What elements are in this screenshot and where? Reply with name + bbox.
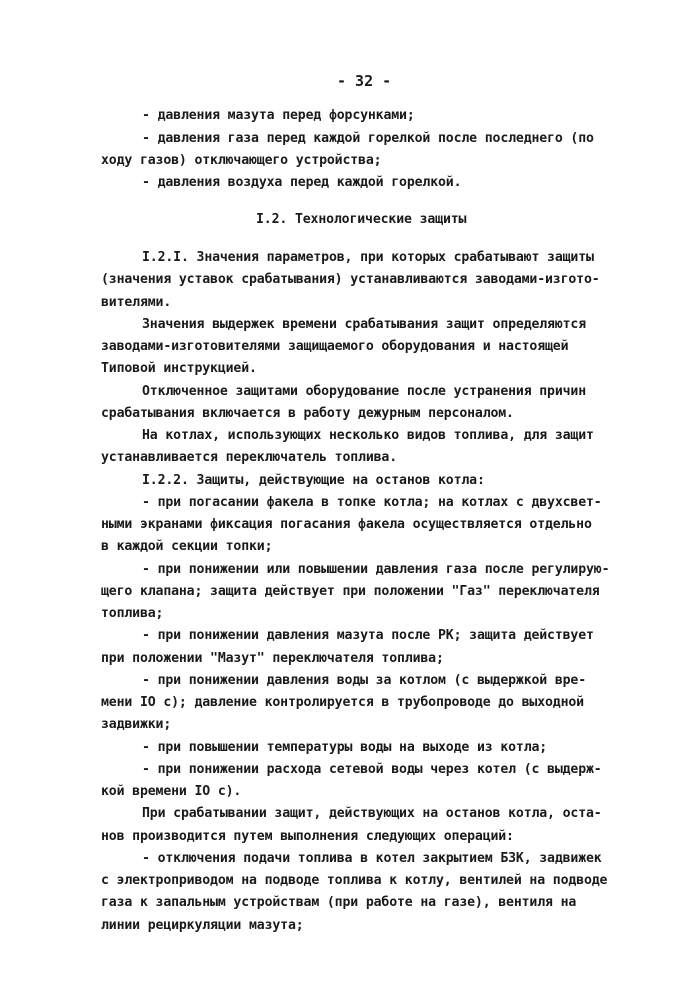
text-line: ходу газов) отключающего устройства;: [101, 153, 382, 168]
text-line: линии рециркуляции мазута;: [101, 918, 304, 933]
text-line: с электроприводом на подводе топлива к котлу, вентилей на подводе: [101, 873, 608, 888]
text-line: - при погасании факела в топке котла; на котлах с двухсвет-: [142, 495, 602, 510]
text-line: - при понижении расхода сетевой воды через котел (с выдерж-: [142, 762, 602, 777]
page-number: - 32 -: [337, 72, 392, 90]
text-line: Значения выдержек времени срабатывания защит определяются: [142, 317, 587, 332]
text-line: топлива;: [101, 606, 164, 621]
text-line: I.2.2. Защиты, действующие на останов котла:: [142, 473, 485, 488]
text-line: мени IO с); давление контролируется в трубопроводе до выходной: [101, 695, 584, 710]
text-line: при положении "Мазут" переключателя топлива;: [101, 651, 444, 666]
text-line: - давления мазута перед форсунками;: [142, 108, 415, 123]
text-line: срабатывания включается в работу дежурным персоналом.: [101, 406, 514, 421]
text-line: газа к запальным устройствам (при работе на газе), вентиля на: [101, 895, 577, 910]
text-line: - давления воздуха перед каждой горелкой.: [142, 175, 462, 190]
text-line: Отключенное защитами оборудование после устранения причин: [142, 384, 587, 399]
text-line: - давления газа перед каждой горелкой после последнего (по: [142, 131, 594, 146]
text-line: На котлах, использующих несколько видов топлива, для защит: [142, 428, 594, 443]
section-heading: I.2. Технологические защиты: [256, 212, 467, 227]
text-line: нов производится путем выполнения следующих операций:: [101, 829, 514, 844]
text-line: Типовой инструкцией.: [101, 361, 257, 376]
text-line: - при понижении или повышении давления газа после регулирую-: [142, 562, 610, 577]
text-line: (значения уставок срабатывания) устанавливаются заводами-изгото-: [101, 272, 600, 287]
text-line: вителями.: [101, 295, 172, 310]
text-line: - при повышении температуры воды на выходе из котла;: [142, 740, 548, 755]
text-line: задвижки;: [101, 717, 172, 732]
text-line: заводами-изготовителями защищаемого оборудования и настоящей: [101, 339, 569, 354]
text-line: I.2.I. Значения параметров, при которых срабатывают защиты: [142, 250, 594, 265]
text-line: ными экранами фиксация погасания факела осуществляется отдельно: [101, 517, 592, 532]
text-line: устанавливается переключатель топлива.: [101, 450, 398, 465]
text-line: в каждой секции топки;: [101, 539, 273, 554]
text-line: При срабатывании защит, действующих на останов котла, оста-: [142, 806, 602, 821]
text-line: щего клапана; защита действует при положении "Газ" переключателя: [101, 584, 600, 599]
text-line: - при понижении давления мазута после РК; защита действует: [142, 628, 594, 643]
text-line: - при понижении давления воды за котлом (с выдержкой вре-: [142, 673, 587, 688]
text-line: кой времени IO с).: [101, 784, 242, 799]
text-line: - отключения подачи топлива в котел закрытием БЗК, задвижек: [142, 851, 602, 866]
